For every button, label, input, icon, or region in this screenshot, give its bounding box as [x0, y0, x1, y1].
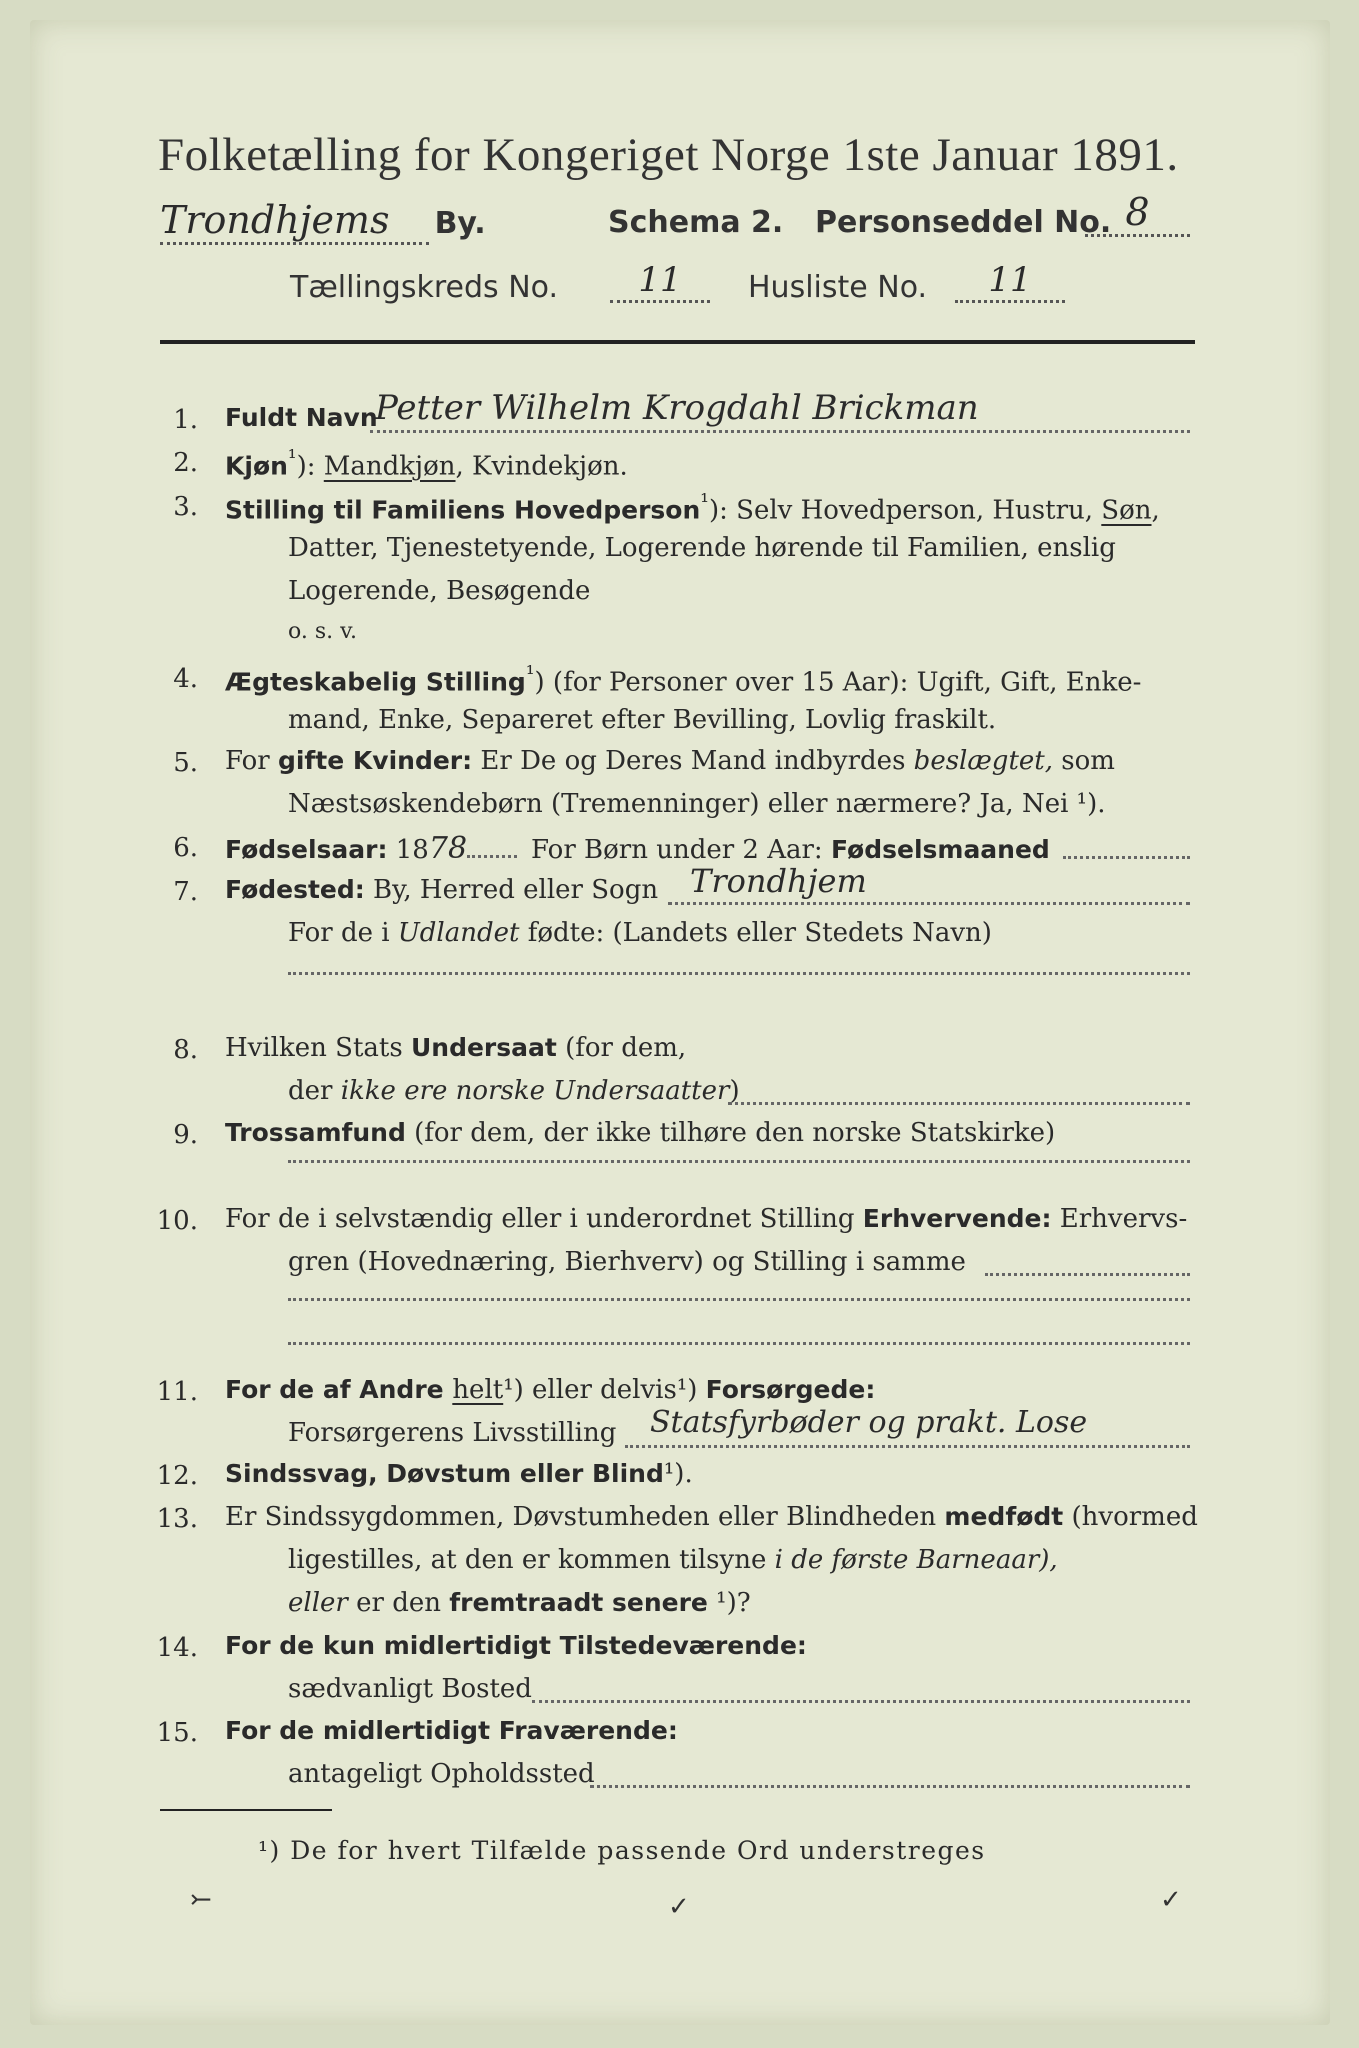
q10-number: 10.	[156, 1206, 198, 1236]
city-line	[160, 198, 486, 242]
q11-line1	[225, 1375, 875, 1405]
q15-number: 15.	[156, 1718, 198, 1748]
q11-mid: ¹) eller delvis¹)	[503, 1375, 706, 1405]
q10-fill	[985, 1253, 1190, 1276]
by-label: By.	[434, 206, 486, 241]
q13-line3-pre: er den	[347, 1588, 450, 1618]
q13-line2-pre: ligestilles, at den er kommen tilsyne	[288, 1545, 775, 1575]
q1-label: Fuldt Navn	[225, 403, 378, 432]
q13-line3-italic: eller	[288, 1588, 348, 1618]
q3-number: 3.	[173, 492, 198, 522]
q15-fill	[590, 1765, 1190, 1788]
q2-rest: ):	[296, 451, 324, 482]
q12-number: 12.	[156, 1461, 198, 1491]
q4-number: 4.	[173, 664, 198, 694]
q4-line1	[225, 662, 1141, 698]
q14-line2: sædvanligt Bosted	[288, 1674, 532, 1704]
q13-line3	[288, 1588, 751, 1618]
q7-line2	[288, 918, 992, 948]
q7-line	[225, 875, 658, 905]
q11-pre: For de af Andre	[225, 1375, 453, 1404]
q10-fill-2	[288, 1288, 1190, 1301]
q4-line2: mand, Enke, Separeret efter Bevilling, Lovlig fraskilt.	[288, 705, 997, 735]
q13-line2-italic: i de første Barneaar),	[774, 1545, 1058, 1575]
q13-line1	[225, 1502, 1198, 1532]
q5-pre: For	[225, 746, 278, 776]
q13-line3-rest: ¹)?	[707, 1588, 751, 1618]
schema-label: Schema 2.	[608, 205, 784, 240]
q13-number: 13.	[156, 1504, 198, 1534]
q3-rest: ): Selv Hovedperson, Hustru,	[708, 495, 1102, 526]
q11-line2: Forsørgerens Livsstilling	[288, 1418, 617, 1448]
q6-mid: For Børn under 2 Aar:	[531, 835, 831, 865]
q8-number: 8.	[173, 1035, 198, 1065]
q5-rest: Er De og Deres Mand indbyrdes	[472, 746, 914, 776]
q4-label: Ægteskabelig Stilling	[225, 667, 526, 697]
q10-line1	[225, 1204, 1187, 1234]
q7-foreign-fill	[288, 962, 1190, 975]
form-title: Folketælling for Kongeriget Norge 1ste Januar 1891.	[158, 129, 1179, 181]
q6-fill	[467, 833, 517, 858]
q3-comma: ,	[1151, 495, 1160, 526]
q15-label: For de midlertidigt Fraværende:	[225, 1716, 678, 1745]
q8-line2-pre: der	[288, 1076, 341, 1106]
footnote: ¹) De for hvert Tilfælde passende Ord understreges	[258, 1836, 986, 1865]
kreds-label: Tællingskreds No.	[290, 270, 558, 305]
q1-value: Petter Wilhelm Krogdahl Brickman	[375, 388, 979, 428]
q2-number: 2.	[173, 448, 198, 478]
q8-fill	[728, 1082, 1190, 1105]
q8-line2-italic: ikke ere norske Undersaatter	[340, 1076, 730, 1106]
personseddel-value: 8	[1085, 190, 1190, 237]
q3-sup: ¹	[700, 490, 709, 515]
q5-number: 5.	[173, 748, 198, 778]
city-handwritten: Trondhjems	[160, 198, 429, 245]
q6-value: 78	[428, 831, 468, 866]
q3-line4: o. s. v.	[288, 619, 357, 644]
husliste-label: Husliste No.	[748, 270, 928, 305]
q9-rest: (for dem, der ikke tilhøre den norske Statskirke)	[405, 1118, 1056, 1148]
q10-fill-3	[288, 1332, 1190, 1345]
q13-pre: Er Sindssygdommen, Døvstumheden eller Blindheden	[225, 1502, 945, 1532]
q5-italic: beslægtet,	[913, 746, 1053, 776]
q1-line	[225, 403, 378, 433]
q13-line3-label: fremtraadt senere	[449, 1588, 708, 1617]
q3-line2: Datter, Tjenestetyende, Logerende hørende til Familien, enslig	[288, 533, 1116, 563]
kreds-value: 11	[610, 260, 710, 303]
q6-prefix: 18	[387, 835, 429, 865]
q7-line2-italic: Udlandet	[397, 918, 520, 948]
q9-label: Trossamfund	[225, 1118, 406, 1147]
q11-value: Statsfyrbøder og prakt. Lose	[650, 1405, 1088, 1440]
q12-label: Sindssvag, Døvstum eller Blind	[225, 1459, 664, 1488]
q5-line1	[225, 746, 1115, 776]
footnote-rule	[160, 1809, 332, 1811]
q3-line1	[225, 490, 1160, 526]
q5-end: som	[1053, 746, 1115, 776]
q4-rest: ) (for Personer over 15 Aar): Ugift, Gift, Enke-	[534, 667, 1142, 698]
q13-line2	[288, 1545, 1058, 1575]
q15-line2: antageligt Opholdssted	[288, 1759, 595, 1789]
q7-line2-rest: fødte: (Landets eller Stedets Navn)	[519, 918, 992, 948]
q8-line2-end: )	[729, 1076, 740, 1106]
q6-line	[225, 831, 1050, 866]
q14-number: 14.	[156, 1633, 198, 1663]
q14-fill	[532, 1680, 1190, 1703]
q13-label: medfødt	[944, 1502, 1064, 1531]
q5-label: gifte Kvinder:	[277, 746, 473, 775]
tick-mark-right-icon: ✓	[1160, 1885, 1182, 1915]
q10-rest: Erhvervs-	[1051, 1204, 1188, 1234]
q6-label: Fødselsaar:	[225, 835, 388, 864]
q2-label: Kjøn	[225, 451, 288, 481]
husliste-value: 11	[955, 260, 1065, 303]
q8-line2	[288, 1076, 740, 1106]
q7-line2-pre: For de i	[288, 918, 398, 948]
q8-rest: (for dem,	[556, 1033, 687, 1063]
personseddel-label: Personseddel No.	[815, 205, 1112, 240]
q8-pre: Hvilken Stats	[225, 1033, 411, 1063]
q8-label: Undersaat	[410, 1033, 557, 1062]
q9-fill	[288, 1150, 1190, 1163]
q1-number: 1.	[173, 405, 198, 435]
q15-line1	[225, 1716, 678, 1746]
q3-label: Stilling til Familiens Hovedperson	[225, 495, 701, 525]
q3-line3: Logerende, Besøgende	[288, 576, 591, 606]
q3-option-son: Søn	[1101, 495, 1152, 526]
q7-rest: By, Herred eller Sogn	[364, 875, 659, 905]
q6-label2: Fødselsmaaned	[830, 835, 1050, 864]
q14-line1	[225, 1631, 807, 1661]
q7-number: 7.	[173, 877, 198, 907]
q11-option-helt: helt	[452, 1375, 504, 1405]
q6-number: 6.	[173, 833, 198, 863]
q11-label: Forsørgede:	[705, 1375, 876, 1404]
q7-value: Trondhjem	[690, 862, 867, 900]
q14-label: For de kun midlertidigt Tilstedeværende:	[225, 1631, 807, 1660]
q4-sup: ¹	[525, 662, 535, 687]
q7-label: Fødested:	[225, 875, 365, 904]
q6-month-fill	[1063, 838, 1190, 859]
q2-line	[225, 446, 628, 482]
tick-mark-left-icon: ⤚	[190, 1885, 212, 1915]
q13-rest: (hvormed	[1063, 1502, 1198, 1532]
q9-number: 9.	[173, 1120, 198, 1150]
header-rule	[160, 340, 1195, 344]
q10-label: Erhvervende:	[862, 1204, 1052, 1233]
q11-number: 11.	[156, 1377, 198, 1407]
q10-pre: For de i selvstændig eller i underordnet Stilling	[225, 1204, 863, 1234]
q8-line1	[225, 1033, 686, 1063]
q2-option-mandkjon: Mandkjøn	[323, 451, 456, 482]
tick-mark-center-icon: ✓	[668, 1892, 690, 1922]
q2-option-rest: , Kvindekjøn.	[455, 451, 628, 482]
q12-rest: ¹).	[663, 1459, 693, 1489]
q2-sup: ¹	[287, 446, 297, 471]
q12-line	[225, 1459, 693, 1489]
q9-line	[225, 1118, 1055, 1148]
q10-line2: gren (Hovednæring, Bierhverv) og Stilling i samme	[288, 1247, 966, 1277]
q5-line2: Næstsøskendebørn (Tremenninger) eller nærmere? Ja, Nei ¹).	[288, 789, 1106, 819]
